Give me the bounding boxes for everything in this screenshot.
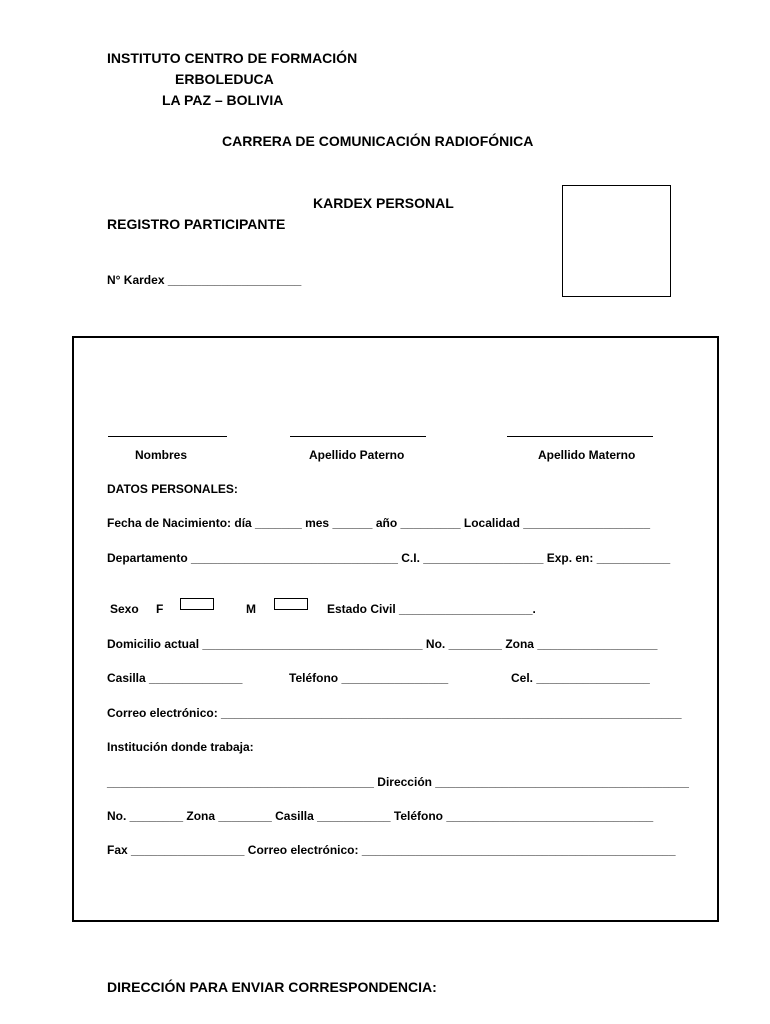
datos-personales-heading: DATOS PERSONALES: <box>107 482 238 496</box>
domicilio-field[interactable]: Domicilio actual _________________________________ No. ________ Zona __________________ <box>107 637 658 651</box>
sexo-m-label: M <box>246 602 256 616</box>
sexo-m-checkbox[interactable] <box>274 598 308 610</box>
institucion-contacto-field[interactable]: No. ________ Zona ________ Casilla ___________ Teléfono _______________________________ <box>107 809 654 823</box>
estado-civil-field[interactable]: Estado Civil ____________________. <box>327 602 536 616</box>
sexo-f-label: F <box>156 602 164 616</box>
photo-box <box>562 185 671 297</box>
registro-title: REGISTRO PARTICIPANTE <box>107 216 286 232</box>
correo-field[interactable]: Correo electrónico: _____________________________________________________________________ <box>107 706 682 720</box>
sexo-f-checkbox[interactable] <box>180 598 214 610</box>
career-title: CARRERA DE COMUNICACIÓN RADIOFÓNICA <box>222 133 534 149</box>
form-box <box>72 336 719 922</box>
casilla-field[interactable]: Casilla ______________ <box>107 671 243 685</box>
kardex-title: KARDEX PERSONAL <box>313 195 454 211</box>
apellido-paterno-label: Apellido Paterno <box>309 448 405 462</box>
cel-field[interactable]: Cel. _________________ <box>511 671 650 685</box>
institute-subname: ERBOLEDUCA <box>175 71 274 87</box>
institute-name: INSTITUTO CENTRO DE FORMACIÓN <box>107 50 358 66</box>
nombres-label: Nombres <box>135 448 188 462</box>
institucion-label: Institución donde trabaja: <box>107 740 254 754</box>
telefono-field[interactable]: Teléfono ________________ <box>289 671 449 685</box>
sexo-label: Sexo <box>110 602 139 616</box>
apellido-materno-label: Apellido Materno <box>538 448 636 462</box>
correspondencia-heading: DIRECCIÓN PARA ENVIAR CORRESPONDENCIA: <box>107 979 437 995</box>
institucion-direccion-field[interactable]: ________________________________________ Dirección ______________________________________ <box>107 775 689 789</box>
fecha-nacimiento-field[interactable]: Fecha de Nacimiento: día _______ mes ______ año _________ Localidad ___________________ <box>107 516 651 530</box>
kardex-number-field[interactable]: N° Kardex ____________________ <box>107 273 302 287</box>
fax-correo-field[interactable]: Fax _________________ Correo electrónico: _______________________________________________ <box>107 843 676 857</box>
departamento-field[interactable]: Departamento _______________________________ C.I. __________________ Exp. en: ___________ <box>107 551 671 565</box>
apellido-materno-line[interactable] <box>507 436 653 437</box>
apellido-paterno-line[interactable] <box>290 436 426 437</box>
institute-location: LA PAZ – BOLIVIA <box>162 92 284 108</box>
nombres-line[interactable] <box>108 436 227 437</box>
